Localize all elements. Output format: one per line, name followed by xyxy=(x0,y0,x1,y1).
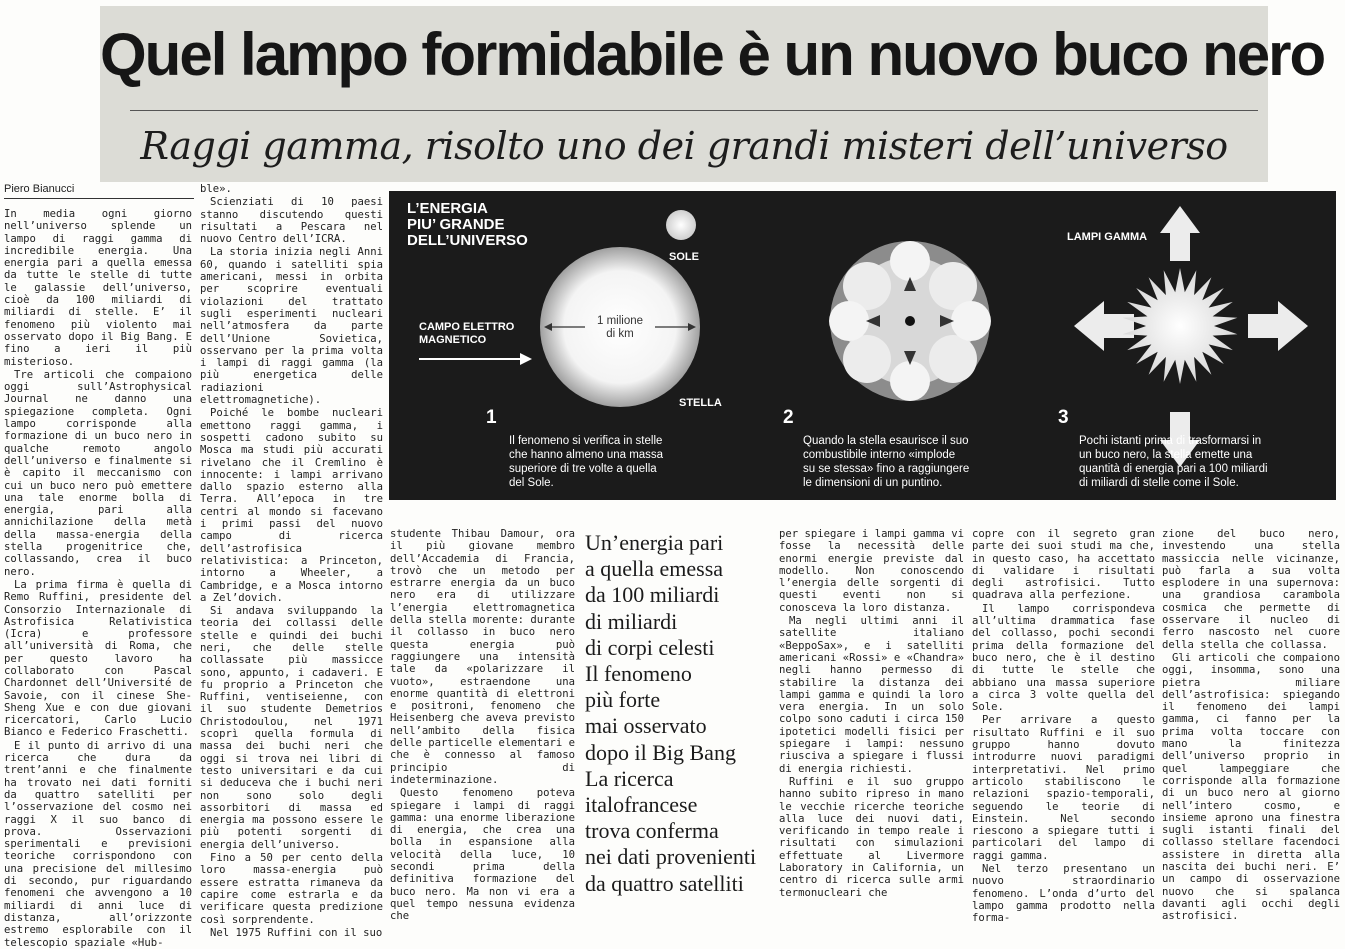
article-column-4 xyxy=(779,528,964,899)
paragraph: Scienziati di 10 paesi stanno discutendo questi risultati a Pescara nel nuovo Centro dell’ICRA. xyxy=(200,196,383,246)
paragraph: La storia inizia negli Anni 60, quando i satelliti spia americani, messi in orbita per scoprire eventuali violazioni del trattato sugli esperimenti nucleari nell’atmosfera da parte dell’Unione Sovietica, osservano per la prima volta i lampi di raggi gamma (la più energetica delle radiazioni elettromagnetiche). xyxy=(200,246,383,407)
byline: Piero Bianucci xyxy=(4,183,75,195)
paragraph: per spiegare i lampi gamma vi fosse la necessità delle enormi energie previste dal modello. Non conoscendo l’energia delle sorgenti di questi eventi non si conosceva la loro distanza. xyxy=(779,528,964,614)
step-2-number: 2 xyxy=(783,407,794,428)
gamma-burst-icon xyxy=(1074,206,1308,467)
paragraph: Per arrivare a questo risultato Ruffini e il suo gruppo hanno dovuto introdurre nuovi paradigmi interpretativi. Nel primo articolo stabiliscono le relazioni spazio-temporali, seguendo le teorie di Einstein. Nel secondo riescono a spiegare tutti i particolari del lampo di raggi gamma. xyxy=(972,714,1155,862)
article-column-5 xyxy=(972,528,1155,925)
paragraph: studente Thibau Damour, ora il più giovane membro dell’Accademia di Francia, trovò che un metodo per estrarre energia da un buco nero era di utilizzare l’energia elettromagnetica della stella morente: durante il collasso in buco nero questa energia può raggiungere una intensità tale da «polarizzare il vuoto», estraendone una enorme quantità di elettroni e positroni, fenomeno che Heisenberg che aveva previsto nell’ambito della fisica delle particelle elementari e che è connesso al famoso principio di indeterminazione. xyxy=(390,528,575,786)
paragraph: E il punto di arrivo di una ricerca che dura da trent’anni e che finalmente ha trovato nei dati forniti da quattro satelliti per l’osservazione del cosmo nei raggi X il suo banco di prova. Osservazioni sperimentali e previsioni teoriche corrispondono con una precisione del millesimo di secondo, pur riguardando fenomeni che avvengono a 10 miliardi di anni luce di distanza, all’orizzonte estremo esplorabile con il telescopio spaziale «Hub- xyxy=(4,739,192,949)
paragraph: Si andava sviluppando la teoria dei collassi delle stelle e quindi dei buchi neri, che delle stelle collassate più massicce sono, appunto, i cadaveri. E fu proprio a Princeton che Ruffini, ventiseienne, con il suo studente Demetrios Christodoulou, nel 1971 scoprì quella formula di massa dei buchi neri che oggi si trova nei libri di testo universitari e da cui si deduceva che i buchi neri non sono solo degli assorbitori di massa ed energia ma possono essere le più potenti sorgenti di energia dell’universo. xyxy=(200,605,383,851)
paragraph: Ruffini e il suo gruppo hanno subito ripreso in mano le vecchie ricerche teoriche alla luce dei nuovi dati, verificando in tempo reale i risultati con simulazioni effettuate al Livermore Laboratory in California, un centro di ricerca sulle armi termonucleari che xyxy=(779,775,964,899)
paragraph: La prima firma è quella di Remo Ruffini, presidente del Consorzio Internazionale di Astrofisica Relativistica (Icra) e professore all’università di Roma, che per questo lavoro ha collaborato con Pascal Chardonnet dell’Université de Savoie, con il cinese She-Sheng Xue e con due giovani ricercatori, Carlo Lucio Bianco e Federico Fraschetti. xyxy=(4,578,192,739)
imploding-star-icon xyxy=(829,241,991,401)
paragraph: Il lampo corrispondeva all’ultima drammatica fase del collasso, pochi secondi prima della formazione del buco nero, che è il destino di tutte le stelle che abbiano una massa superiore a circa 3 volte quella del Sole. xyxy=(972,602,1155,714)
infographic-title: L’ENERGIA PIU’ GRANDE DELL’UNIVERSO xyxy=(407,200,528,249)
article-column-3 xyxy=(390,528,575,923)
sun-label: SOLE xyxy=(669,251,699,263)
paragraph: In media ogni giorno nell’universo splende un lampo di raggi gamma di incredibile energia. Una energia pari a quella emessa da tutte le stelle di tutte le galassie dell’universo, cioè da 100 miliardi di miliardi di stelle. E’ il fenomeno più violento mai osservato dopo il Big Bang. E fino a ieri il più misterioso. xyxy=(4,208,192,368)
star-label: STELLA xyxy=(679,397,722,409)
paragraph: zione del buco nero, investendo una stella massiccia nelle vicinanze, può farla a sua volta esplodere in una supernova: una grandiosa carambola cosmica che permette di osservare il nucleo di ferro nascosto nel cuore della stella che collassa. xyxy=(1162,528,1340,651)
step-1-caption: Il fenomeno si verifica in stelle che hanno almeno una massa superiore di tre volte a quella del Sole. xyxy=(509,435,664,489)
paragraph: Gli articoli che compaiono oggi, insomma, sono una pietra miliare dell’astrofisica: spiegando il fenomeno dei lampi gamma, ci fanno per la prima volta toccare con mano la finitezza dell’universo proprio in quel lampeggiare che corrisponde alla formazione di un buco nero al giorno nell’intero cosmo, e insieme aprono una finestra sugli istanti finali del collasso stellare facendoci assistere in diretta alla nascita dei buchi neri. E’ un campo di osservazione nuovo che si spalanca davanti agli occhi degli astrofisici. xyxy=(1162,651,1340,923)
step-2-caption: Quando la stella esaurisce il suo combustibile interno «implode su se stessa» fino a raggiungere le dimensioni di un puntino. xyxy=(803,435,970,489)
headline: Quel lampo formidabile è un nuovo buco nero xyxy=(100,21,1325,88)
paragraph: copre con il segreto gran parte dei suoi studi ma che, in questo caso, ha accettato di validare i risultati degli astrofisici. Tutto quadrava alla perfezione. xyxy=(972,528,1155,602)
subheadline: Raggi gamma, risolto uno dei grandi misteri dell’universo xyxy=(140,124,1228,168)
pull-quote: Un’energia pari a quella emessa da 100 miliardi di miliardi di corpi celesti Il fenomeno più forte mai osservato dopo il Big Bang La ricerca italofrancese trova conferma nei dati provenienti da quattro satelliti xyxy=(585,530,757,896)
paragraph: Questo fenomeno poteva spiegare i lampi di raggi gamma: una enorme liberazione di energia, che crea una bolla in espansione alla velocità della luce, 10 secondi prima della definitiva formazione del buco nero. Ma non vi era a quel tempo nessuna evidenza che xyxy=(390,787,575,923)
sun-icon xyxy=(666,210,696,240)
gamma-burst-star xyxy=(1123,268,1238,384)
headline-divider xyxy=(130,110,1258,111)
distance-label: 1 milione di km xyxy=(596,315,644,340)
article-column-2 xyxy=(200,183,383,939)
paragraph: Fino a 50 per cento della loro massa-energia può essere estratta rimaneva da capire come estrarla e da verificare questa predizione così sorprendente. xyxy=(200,852,383,926)
magnetic-field-label: CAMPO ELETTRO MAGNETICO xyxy=(419,321,515,346)
infographic xyxy=(389,191,1336,500)
gamma-rays-label: LAMPI GAMMA xyxy=(1067,231,1148,243)
paragraph: Tre articoli che compaiono oggi sull’Astrophysical Journal ne danno una spiegazione completa. Ogni lampo corrisponde alla formazione di un buco nero in qualche remoto angolo dell’universo e finalmente si è capito il meccanismo con cui un buco nero può emettere una tale enorme bolla di energia, pari alla annichilazione della metà della massa-energia della stella progenitrice che, collassando, crea il buco nero. xyxy=(4,368,192,578)
step-3-caption: Pochi istanti prima di trasformarsi in un buco nero, la stella emette una quantità di energia pari a 100 miliardi di miliardi di stelle come il Sole. xyxy=(1079,435,1268,489)
paragraph: ble». xyxy=(200,183,232,195)
article-column-6 xyxy=(1162,528,1340,923)
headline-area xyxy=(100,6,1325,182)
paragraph: Poiché le bombe nucleari emettono raggi gamma, i sospetti cadono subito su Mosca ma studi più accurati rivelano che il Cremlino è innocente: i lampi arrivano dallo spazio esterno alla Terra. All’epoca in tre centri al mondo si facevano i primi passi del nuovo campo di ricerca dell’astrofisica relativistica: a Princeton, intorno a Wheeler, a Cambridge, e a Mosca intorno a Zel’dovich. xyxy=(200,407,383,604)
paragraph: Nel terzo presentano un nuovo straordinario fenomeno. L’onda d’urto del lampo gamma prodotto nella forma- xyxy=(972,863,1155,925)
article-column-1 xyxy=(4,208,192,949)
paragraph: Nel 1975 Ruffini con il suo xyxy=(210,926,383,939)
paragraph: Ma negli ultimi anni il satellite italiano «BeppoSax», e i satelliti americani «Rossi» e «Chandra» negli hanno permesso di stabilire la distanza dei lampi gamma e quindi la loro vera energia. In un solo colpo sono caduti i circa 150 ipotetici modelli fisici per spiegare i lampi: nessuno riusciva a spiegare i flussi di energia richiesti. xyxy=(779,615,964,775)
step-3-number: 3 xyxy=(1058,407,1069,428)
step-1-number: 1 xyxy=(486,407,497,428)
byline-divider xyxy=(4,198,194,199)
